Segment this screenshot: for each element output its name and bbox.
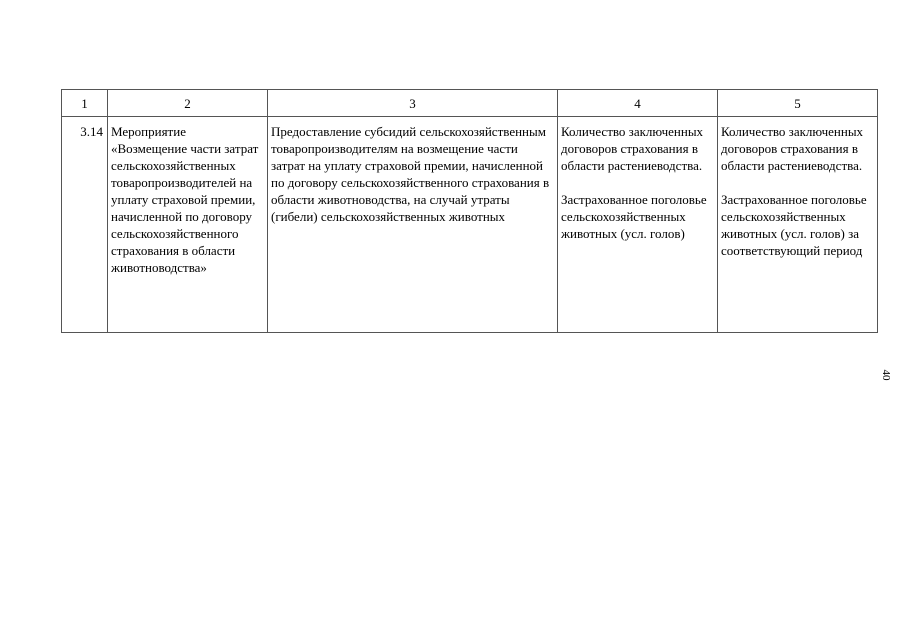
header-col-4: 4: [558, 90, 718, 117]
indicator-4-contracts: Количество заключенных договоров страхования в области растениеводства.: [561, 124, 704, 173]
header-col-1: 1: [62, 90, 108, 117]
indicator-5-livestock: Застрахованное поголовье сельскохозяйственных животных (усл. голов) за соответствующий период: [721, 192, 867, 258]
header-col-2: 2: [108, 90, 268, 117]
header-col-5: 5: [718, 90, 878, 117]
table-row: [62, 117, 878, 333]
indicator-4-livestock: Застрахованное поголовье сельскохозяйственных животных (усл. голов): [561, 192, 707, 241]
header-row: [62, 90, 878, 117]
indicator-5-contracts: Количество заключенных договоров страхования в области растениеводства.: [721, 124, 864, 173]
description-cell: Предоставление субсидий сельскохозяйственным товаропроизводителям на возмещение части затрат на уплату страховой премии, начисленной по договору сельскохозяйственного страхования в области животноводства, на случай утраты (гибели) сельскохозяйственных животных: [268, 117, 558, 333]
indicator-5-cell: [718, 117, 878, 333]
header-col-3: 3: [268, 90, 558, 117]
event-name-cell: Мероприятие «Возмещение части затрат сельскохозяйственных товаропроизводителей на уплату страховой премии, начисленной по договору сельскохозяйственного страхования в области животноводства»: [108, 117, 268, 333]
indicator-4-cell: [558, 117, 718, 333]
page-number: 40: [880, 369, 892, 381]
row-number: 3.14: [62, 117, 108, 333]
measures-table: [61, 89, 878, 333]
